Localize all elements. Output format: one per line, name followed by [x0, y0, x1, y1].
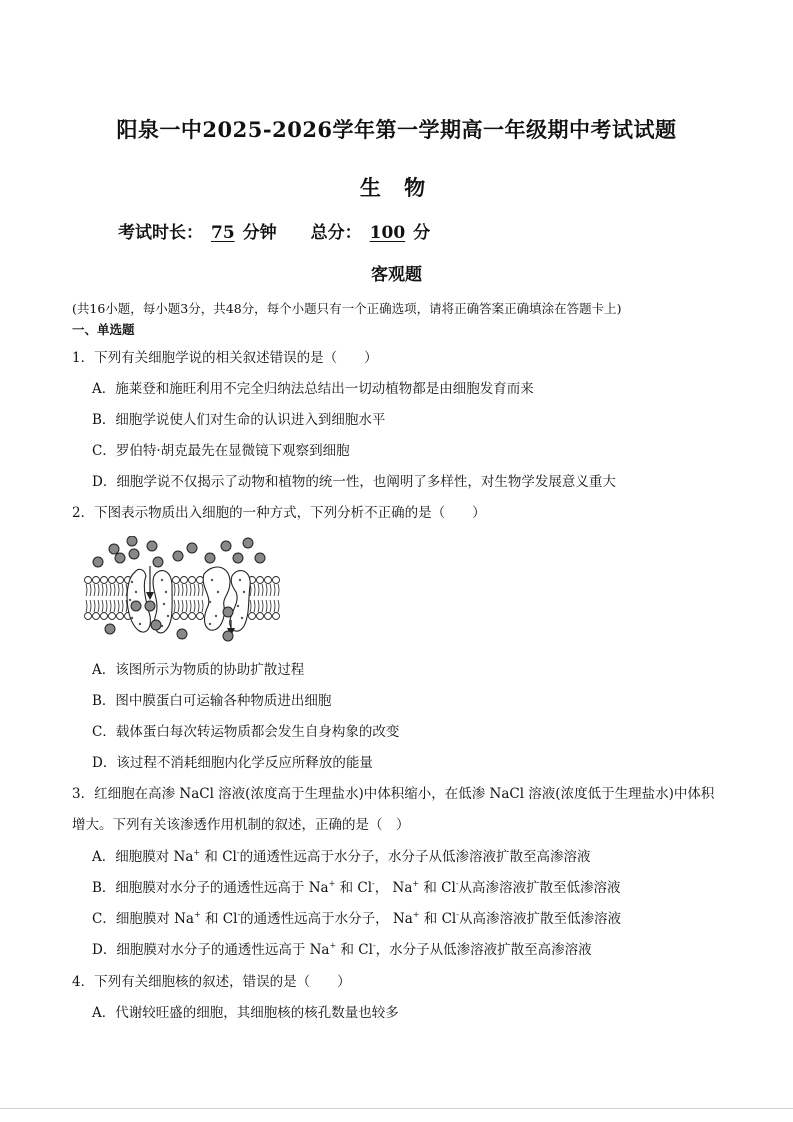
question-3-option-c: C．细胞膜对 Na+ 和 Cl-的通透性远高于水分子， Na+ 和 Cl-从高渗溶液扩散至低渗溶液: [92, 910, 621, 927]
question-2-option-c: C．载体蛋白每次转运物质都会发生自身构象的改变: [92, 724, 400, 740]
question-3-option-b: B．细胞膜对水分子的通透性远高于 Na+ 和 Cl-， Na+ 和 Cl-从高渗溶液扩散至低渗溶液: [92, 879, 621, 896]
question-3-stem-line1: 3．红细胞在高渗 NaCl 溶液(浓度高于生理盐水)中体积缩小，在低渗 NaCl 溶液(浓度低于生理盐水)中体积: [72, 786, 715, 802]
question-1-stem: 1．下列有关细胞学说的相关叙述错误的是（ ）: [72, 350, 378, 366]
question-category: 一、单选题: [72, 322, 135, 337]
question-2-option-a: A．该图所示为物质的协助扩散过程: [92, 662, 305, 678]
score-label: 总分：: [310, 223, 362, 243]
question-3-stem-line2: 增大。下列有关该渗透作用机制的叙述，正确的是（ ）: [72, 817, 410, 833]
question-3-option-d: D．细胞膜对水分子的通透性远高于 Na+ 和 Cl-，水分子从低渗溶液扩散至高渗溶液: [92, 941, 592, 958]
section-title: 客观题: [371, 265, 422, 285]
score-unit: 分: [413, 223, 431, 243]
question-4-option-a: A．代谢较旺盛的细胞，其细胞核的核孔数量也较多: [92, 1005, 399, 1021]
question-3-option-a: A．细胞膜对 Na+ 和 Cl-的通透性远高于水分子，水分子从低渗溶液扩散至高渗溶液: [92, 848, 591, 865]
subject-title: 生 物: [359, 175, 434, 200]
membrane-transport-figure: [80, 536, 286, 646]
exam-info: [118, 218, 430, 243]
exam-title: 阳泉一中2025-2026学年第一学期高一年级期中考试试题: [116, 117, 677, 142]
time-label: 考试时长：: [118, 223, 203, 243]
question-1-option-b: B．细胞学说使人们对生命的认识进入到细胞水平: [92, 412, 386, 428]
question-1-option-c: C．罗伯特·胡克最先在显微镜下观察到细胞: [92, 443, 350, 459]
question-4-stem: 4．下列有关细胞核的叙述，错误的是（ ）: [72, 974, 351, 990]
time-value: 75: [211, 223, 235, 243]
question-2-stem: 2．下图表示物质出入细胞的一种方式，下列分析不正确的是（ ）: [72, 505, 486, 521]
score-value: 100: [369, 223, 406, 243]
question-1-option-d: D．细胞学说不仅揭示了动物和植物的统一性，也阐明了多样性，对生物学发展意义重大: [92, 474, 616, 490]
question-2-option-b: B．图中膜蛋白可运输各种物质进出细胞: [92, 693, 332, 709]
time-unit: 分钟: [242, 223, 277, 243]
question-1-option-a: A．施莱登和施旺利用不完全归纳法总结出一切动植物都是由细胞发育而来: [92, 381, 534, 397]
question-2-option-d: D．该过程不消耗细胞内化学反应所释放的能量: [92, 755, 373, 771]
page-bottom-divider: [0, 1108, 793, 1109]
section-note: (共16小题，每小题3分，共48分，每个小题只有一个正确选项，请将正确答案正确填涂在答题卡上): [72, 301, 622, 316]
